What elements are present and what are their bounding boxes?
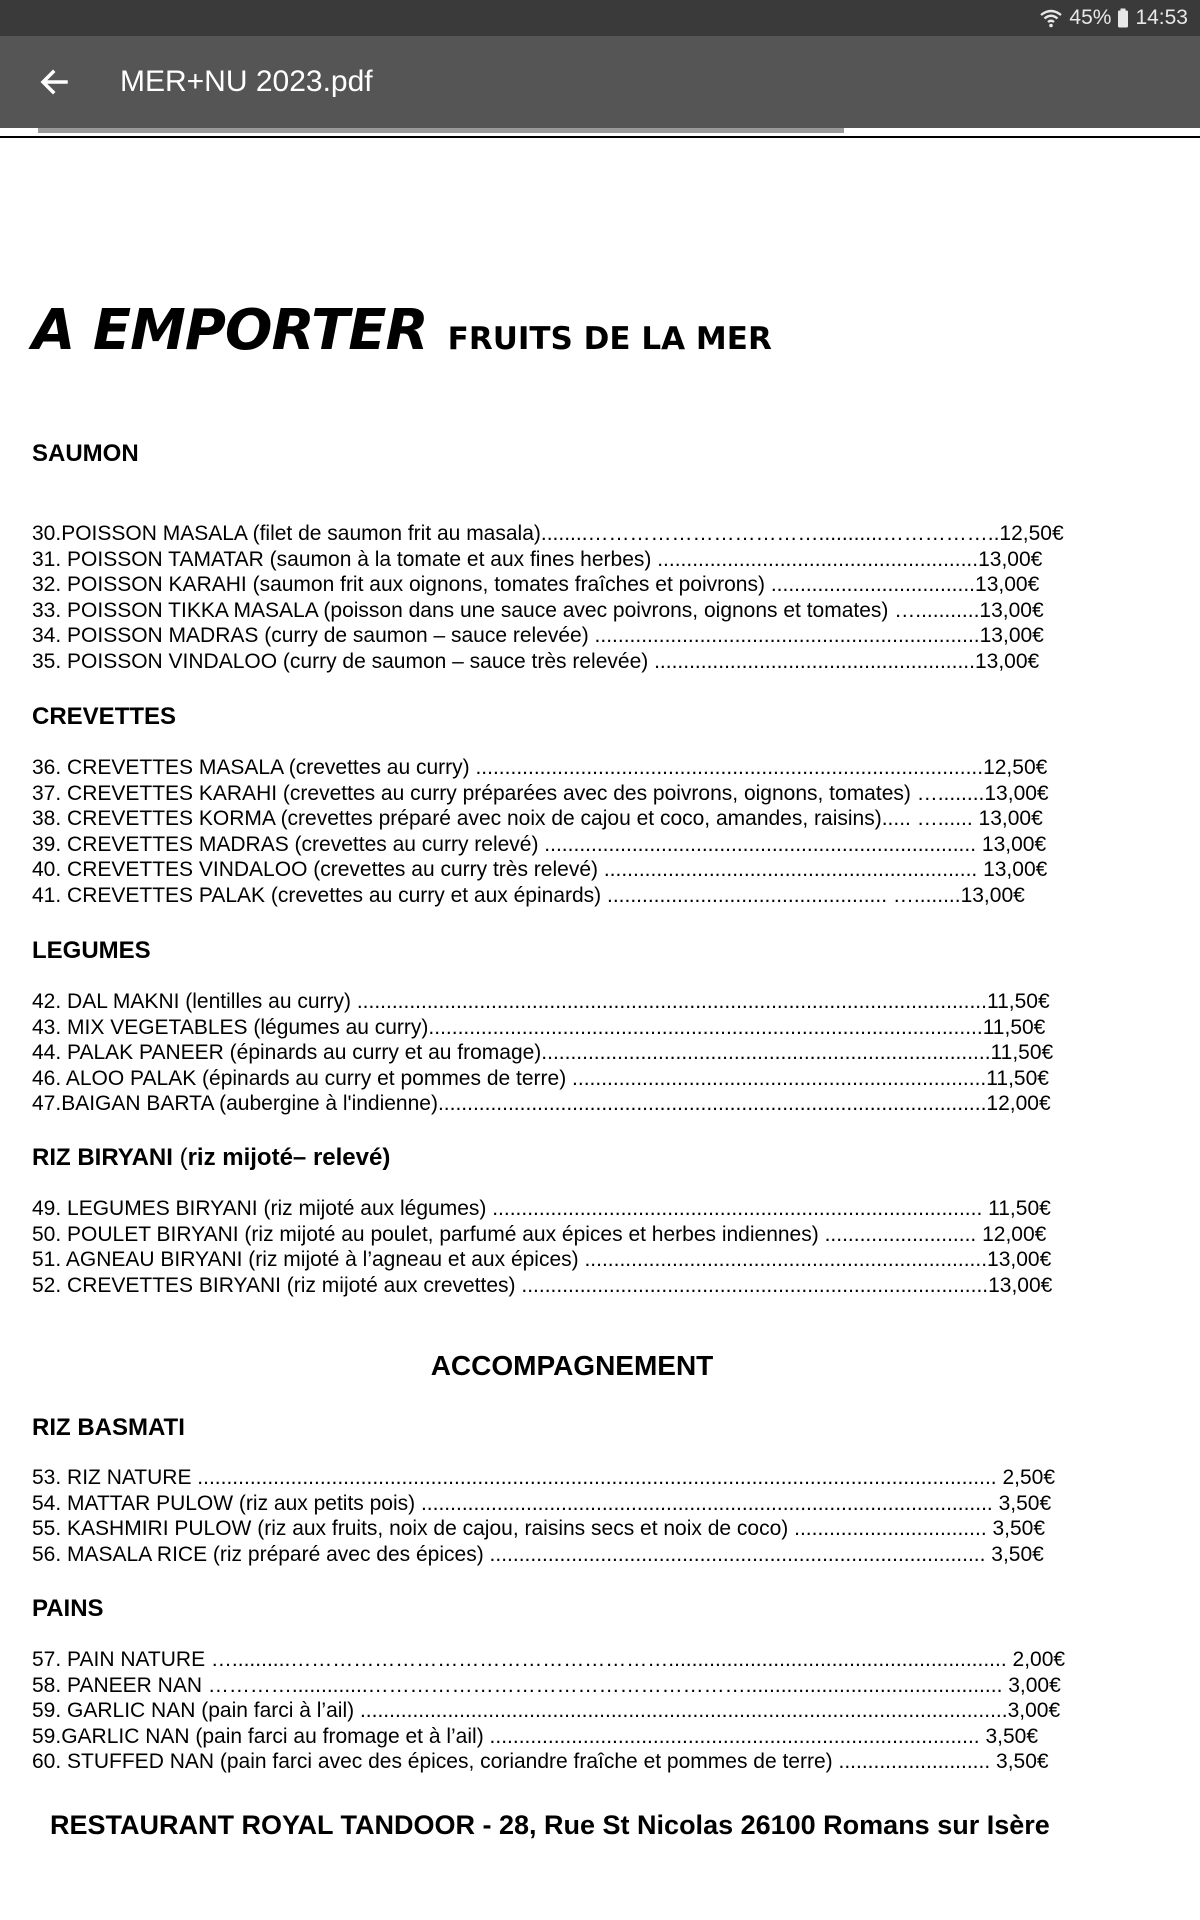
section-title-main: RIZ BIRYANI xyxy=(32,1144,173,1171)
heading-main: A EMPORTER xyxy=(32,298,428,363)
section-title-legumes: LEGUMES xyxy=(32,937,151,964)
section-title-saumon: SAUMON xyxy=(32,440,139,467)
section-title-rest: riz mijoté– relevé) xyxy=(187,1144,391,1171)
menu-item: 30.POISSON MASALA (filet de saumon frit au masala)........……………………………...........……………..12,50€ xyxy=(32,522,1064,545)
menu-item: 37. CREVETTES KARAHI (crevettes au curry préparées avec des poivrons, oignons, tomates) …........13,00€ xyxy=(32,781,1049,805)
document-progress-bar xyxy=(38,128,844,133)
menu-item: 60. STUFFED NAN (pain farci avec des épices, coriandre fraîche et pommes de terre) .......................... 3,50€ xyxy=(32,1750,1049,1773)
menu-heading xyxy=(32,298,772,363)
section-items-crevettes xyxy=(32,755,1049,908)
menu-item: 50. POULET BIRYANI (riz mijoté au poulet, parfumé aux épices et herbes indiennes) .......................... 12,00€ xyxy=(32,1222,1047,1246)
battery-icon xyxy=(1117,8,1129,28)
wifi-icon xyxy=(1039,8,1063,28)
menu-item: 31. POISSON TAMATAR (saumon à la tomate et aux fines herbes) .......................................................13,00€ xyxy=(32,547,1043,571)
menu-item: 38. CREVETTES KORMA (crevettes préparé avec noix de cajou et coco, amandes, raisins)..... …...... 13,00€ xyxy=(32,807,1043,830)
clock: 14:53 xyxy=(1135,6,1188,29)
menu-item: 35. POISSON VINDALOO (curry de saumon – sauce très relevée) .......................................................13,00€ xyxy=(32,649,1040,673)
back-arrow-icon[interactable] xyxy=(36,64,72,100)
section-items-legumes xyxy=(32,989,1053,1117)
menu-item: 59.GARLIC NAN (pain farci au fromage et à l’ail) .................................................................................... 3,50€ xyxy=(32,1724,1039,1748)
app-bar xyxy=(0,36,1200,128)
menu-item: 55. KASHMIRI PULOW (riz aux fruits, noix de cajou, raisins secs et noix de coco) ................................. 3,50€ xyxy=(32,1517,1046,1540)
menu-item: 47.BAIGAN BARTA (aubergine à l'indienne)..............................................................................................12,00€ xyxy=(32,1092,1051,1115)
menu-item: 42. DAL MAKNI (lentilles au curry) ............................................................................................................11,50€ xyxy=(32,990,1050,1013)
section-items-saumon xyxy=(32,521,1064,674)
status-bar xyxy=(0,0,1200,36)
section-title-crevettes: CREVETTES xyxy=(32,703,177,730)
pdf-page[interactable] xyxy=(0,138,1200,1920)
menu-item: 46. ALOO PALAK (épinards au curry et pommes de terre) .......................................................................11,50€ xyxy=(32,1066,1049,1090)
section-items-pains xyxy=(32,1647,1065,1775)
status-indicators xyxy=(1039,4,1188,32)
menu-item: 52. CREVETTES BIRYANI (riz mijoté aux crevettes) ................................................................................13,00€ xyxy=(32,1273,1053,1297)
document-title: MER+NU 2023.pdf xyxy=(120,65,373,98)
menu-item: 44. PALAK PANEER (épinards au curry et au fromage).............................................................................11,50€ xyxy=(32,1041,1054,1064)
menu-item: 49. LEGUMES BIRYANI (riz mijoté aux légumes) .................................................................................... 11,50€ xyxy=(32,1197,1051,1220)
menu-item: 57. PAIN NATURE …..........……………………………………………….......................................................... 2,00€ xyxy=(32,1648,1066,1671)
section-title-riz-biryani xyxy=(32,1144,390,1172)
battery-percent: 45% xyxy=(1069,6,1112,29)
heading-sub: FRUITS DE LA MER xyxy=(447,321,772,357)
menu-item: 33. POISSON TIKKA MASALA (poisson dans une sauce avec poivrons, oignons et tomates) …...........13,00€ xyxy=(32,598,1044,622)
menu-item: 53. RIZ NATURE ......................................................................................................................................... 2,50€ xyxy=(32,1466,1056,1489)
section-title-pains: PAINS xyxy=(32,1595,104,1622)
menu-item: 32. POISSON KARAHI (saumon frit aux oignons, tomates fraîches et poivrons) ...................................13,00€ xyxy=(32,573,1040,596)
menu-item: 59. GARLIC NAN (pain farci à l’ail) ...............................................................................................................3,00€ xyxy=(32,1699,1061,1722)
section-title-paren: ( xyxy=(172,1144,188,1171)
menu-item: 58. PANEER NAN ………….............………………………………………………............................................ 3,00€ xyxy=(32,1673,1061,1697)
section-title-riz-basmati: RIZ BASMATI xyxy=(32,1414,185,1441)
menu-item: 51. AGNEAU BIRYANI (riz mijoté à l’agneau et aux épices) .....................................................................13,00€ xyxy=(32,1248,1052,1271)
menu-item: 36. CREVETTES MASALA (crevettes au curry) .......................................................................................12,50€ xyxy=(32,756,1048,779)
menu-item: 40. CREVETTES VINDALOO (crevettes au curry très relevé) ................................................................ 13,00€ xyxy=(32,858,1048,881)
menu-item: 34. POISSON MADRAS (curry de saumon – sauce relevée) ..................................................................13,00€ xyxy=(32,624,1044,647)
section-items-riz-biryani xyxy=(32,1196,1052,1298)
section-items-riz-basmati xyxy=(32,1465,1055,1567)
menu-item: 43. MIX VEGETABLES (légumes au curry)...............................................................................................11,50€ xyxy=(32,1015,1046,1039)
restaurant-address: RESTAURANT ROYAL TANDOOR - 28, Rue St Nicolas 26100 Romans sur Isère xyxy=(50,1810,1050,1840)
accompagnement-title: ACCOMPAGNEMENT xyxy=(430,1350,714,1381)
menu-item: 54. MATTAR PULOW (riz aux petits pois) .................................................................................................. 3,50€ xyxy=(32,1491,1052,1515)
menu-item: 56. MASALA RICE (riz préparé avec des épices) ..................................................................................... 3,50€ xyxy=(32,1542,1044,1566)
menu-item: 41. CREVETTES PALAK (crevettes au curry et aux épinards) ................................................ …........13,00€ xyxy=(32,883,1025,907)
menu-item: 39. CREVETTES MADRAS (crevettes au curry relevé) .......................................................................... 13,00€ xyxy=(32,832,1047,856)
